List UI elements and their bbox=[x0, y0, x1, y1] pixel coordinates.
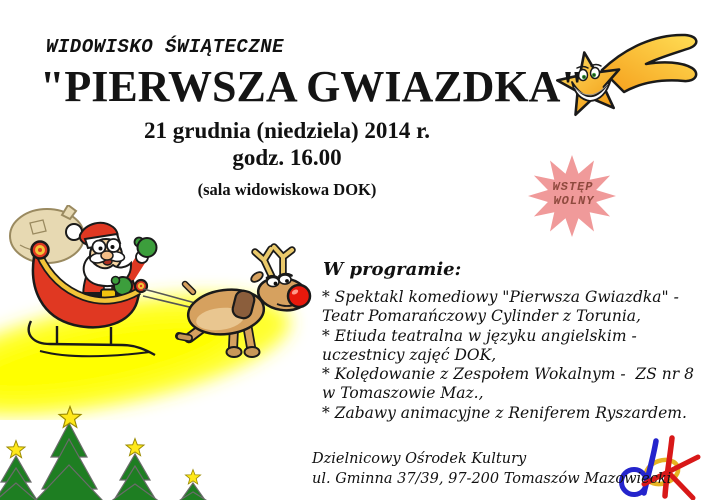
program-item: * Etiuda teatralna w języku angielskim - uczestnicy zajęć DOK, bbox=[322, 326, 642, 364]
organizer-block bbox=[312, 450, 671, 489]
event-when-block bbox=[0, 117, 574, 200]
comet-tail bbox=[602, 35, 696, 92]
program-item: * Spektakl komediowy "Pierwsza Gwiazdka" - Teatr Pomarańczowy Cylinder z Torunia, bbox=[322, 288, 684, 326]
program-item: * Zabawy animacyjne z Reniferem Ryszardem. bbox=[322, 403, 687, 422]
event-time: godz. 16.00 bbox=[232, 145, 342, 170]
program-section bbox=[322, 259, 707, 423]
tree-group bbox=[0, 423, 209, 500]
organizer-address: ul. Gminna 37/39, 97-200 Tomaszów Mazowiecki bbox=[312, 470, 672, 487]
program-heading: W programie: bbox=[323, 259, 462, 280]
event-venue: (sala widowiskowa DOK) bbox=[197, 180, 377, 199]
logo-text bbox=[0, 0, 1, 1]
santa-sleigh-reindeer-illustration bbox=[0, 205, 320, 420]
christmas-trees-illustration bbox=[0, 405, 230, 500]
tree-star-icon bbox=[7, 407, 201, 484]
event-title: "PIERWSZA GWIAZDKA" bbox=[40, 62, 585, 111]
badge-line2: WOLNY bbox=[553, 194, 595, 208]
event-kicker: WIDOWISKO ŚWIĄTECZNE bbox=[46, 36, 285, 58]
organizer-name: Dzielnicowy Ośrodek Kultury bbox=[312, 451, 527, 467]
program-item: * Kolędowanie z Zespołem Wokalnym - ZS nr 8 w Tomaszowie Maz., bbox=[322, 365, 699, 403]
badge-line1: WSTĘP bbox=[552, 180, 594, 194]
event-date: 21 grudnia (niedziela) 2014 r. bbox=[143, 118, 431, 143]
